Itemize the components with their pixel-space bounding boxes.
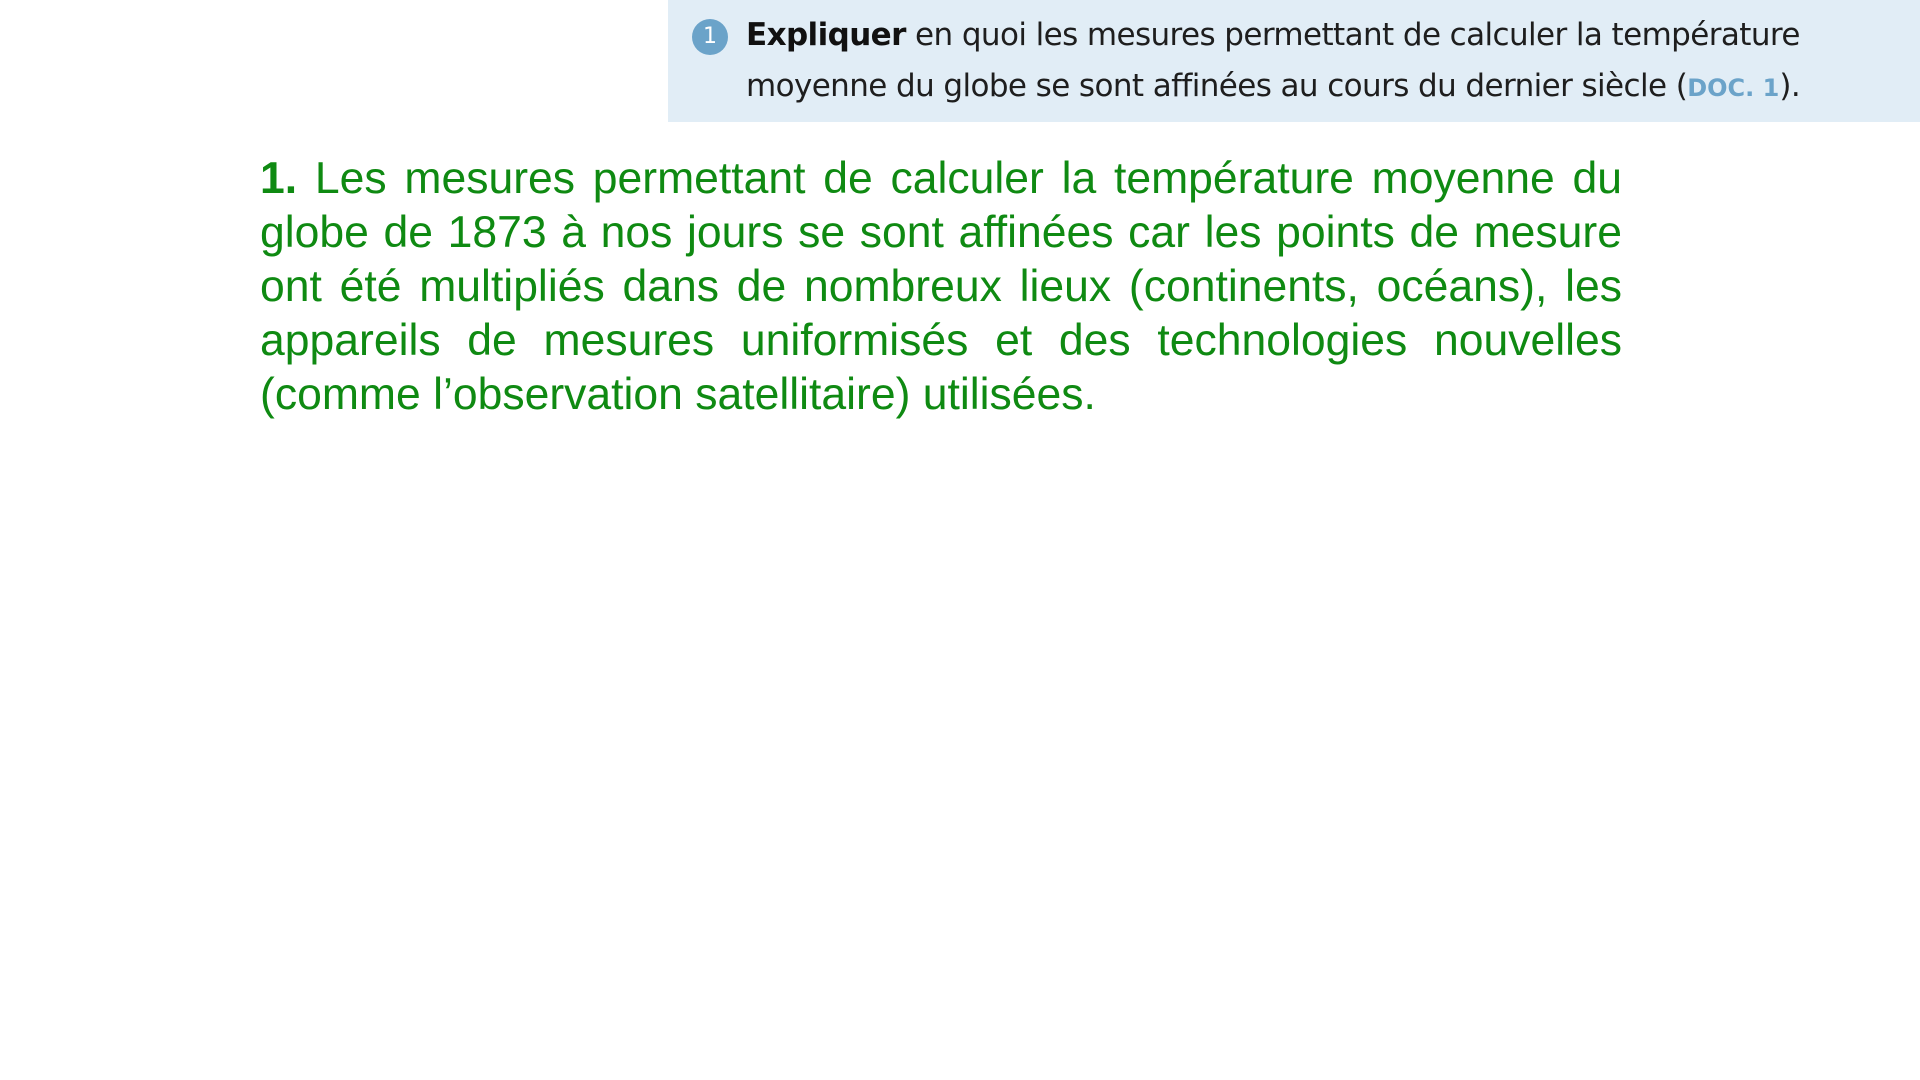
answer-paragraph: [260, 152, 1622, 422]
question-body: en quoi les mesures permettant de calculer la température moyenne du globe se sont affinées au cours du dernier siècle (: [746, 17, 1800, 104]
answer-text: Les mesures permettant de calculer la température moyenne du globe de 1873 à nos jours se sont affinées car les points de mesure ont été multipliés dans de nombreux lieux (continents, océans), les appareils de mesures uniformisés et des technologies nouvelles (comme l’observation satellitaire) utilisées.: [260, 154, 1622, 419]
question-closing: ).: [1779, 68, 1801, 104]
question-verb: Expliquer: [746, 17, 906, 53]
answer-number: 1.: [260, 154, 298, 203]
question-number-badge: 1: [692, 19, 728, 55]
question-box: [668, 0, 1920, 122]
question-text: [746, 10, 1900, 114]
doc-reference-link[interactable]: DOC. 1: [1687, 74, 1780, 102]
